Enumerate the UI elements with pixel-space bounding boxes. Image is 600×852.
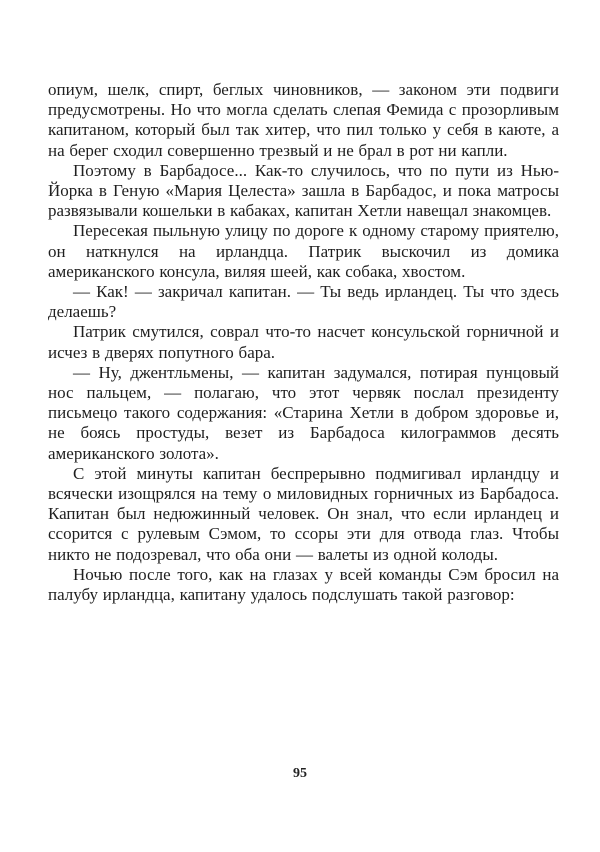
paragraph-7: С этой минуты капитан беспрерывно подмигивал ирландцу и всячески изощрялся на тему о миловидных горничных из Барбадоса. Капитан был недюжинный человек. Он знал, что если ирландец и ссорится с рулевым Сэмом, то ссоры эти для отвода глаз. Чтобы никто не подозревал, что оба они — валеты из одной колоды. (48, 463, 559, 564)
paragraph-1: опиум, шелк, спирт, беглых чиновников, — законом эти подвиги предусмотрены. Но что могла сделать слепая Фемида с прозорливым капитаном, который был так хитер, что пил только у себя в каюте, а на берег сходил совершенно трезвый и не брал в рот ни капли. (48, 80, 559, 160)
page-body (48, 80, 559, 605)
paragraph-3: Пересекая пыльную улицу по дороге к одному старому приятелю, он наткнулся на ирландца. Патрик выскочил из домика американского консула, виляя шеей, как собака, хвостом. (48, 221, 559, 281)
page-number: 95 (293, 766, 307, 781)
paragraph-4: — Как! — закричал капитан. — Ты ведь ирландец. Ты что здесь делаешь? (48, 282, 559, 322)
paragraph-6: — Ну, джентльмены, — капитан задумался, потирая пунцовый нос пальцем, — полагаю, что этот червяк послал президенту письмецо такого содержания: «Старина Хетли в добром здоровье и, не боясь простуды, везет из Барбадоса килограммов десять американского золота». (48, 362, 559, 463)
paragraph-2: Поэтому в Барбадосе... Как-то случилось, что по пути из Нью-Йорка в Геную «Мария Целеста» зашла в Барбадос, и пока матросы развязывали кошельки в кабаках, капитан Хетли навещал знакомцев. (48, 160, 559, 221)
paragraph-5: Патрик смутился, соврал что-то насчет консульской горничной и исчез в дверях попутного бара. (48, 322, 559, 362)
paragraph-8: Ночью после того, как на глазах у всей команды Сэм бросил на палубу ирландца, капитану удалось подслушать такой разговор: (48, 564, 559, 605)
